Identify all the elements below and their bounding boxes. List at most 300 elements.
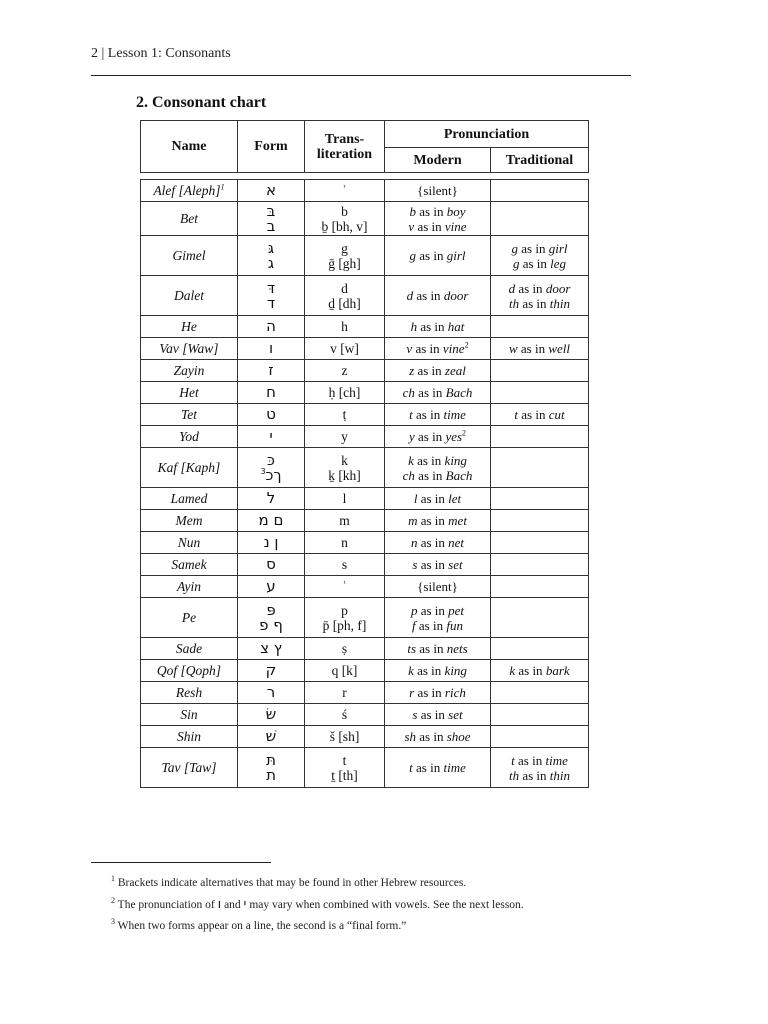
- pron-word: vine: [444, 218, 467, 234]
- transliteration: [305, 276, 385, 316]
- translit-line: d: [341, 280, 348, 296]
- pron-modern: [385, 338, 491, 360]
- pron-line: [387, 288, 488, 303]
- pron-text: as in: [417, 319, 448, 334]
- form-glyph: ן נ: [263, 533, 279, 551]
- pron-word: r: [409, 685, 415, 700]
- pron-line: [387, 385, 488, 400]
- pron-text: as in: [417, 535, 449, 550]
- letter-name: [141, 180, 238, 202]
- footnote-ref: 2: [464, 340, 469, 350]
- pron-traditional: [491, 554, 589, 576]
- footnote-ref: 2: [462, 428, 467, 438]
- footnote-text: When two forms appear on a line, the second is a “final form.”: [117, 920, 407, 932]
- pron-text: as in: [416, 729, 447, 744]
- pron-text: as in: [417, 602, 449, 618]
- translit-line: ḡ [gh]: [328, 255, 361, 271]
- pron-word: ch: [402, 467, 415, 483]
- pron-word: rich: [444, 685, 466, 700]
- header-rule: [91, 75, 631, 76]
- pron-traditional: [491, 404, 589, 426]
- letter-name: [141, 488, 238, 510]
- pron-line: [387, 513, 488, 528]
- pron-modern: [385, 660, 491, 682]
- form-glyph: ב: [266, 216, 276, 235]
- pron-text: as in: [416, 641, 447, 656]
- letter-form: [238, 360, 305, 382]
- pron-text: as in: [514, 752, 546, 768]
- pron-line: [387, 729, 488, 744]
- translit-line: v [w]: [330, 341, 359, 356]
- translit-line: ṣ: [341, 641, 348, 656]
- form-glyph: ה: [266, 317, 276, 335]
- pron-modern: [385, 488, 491, 510]
- transliteration: [305, 316, 385, 338]
- letter-name-text: Bet: [180, 211, 198, 226]
- form-glyph: ע: [266, 577, 276, 595]
- translit-line: n: [341, 535, 348, 550]
- letter-name-text: Lamed: [170, 491, 208, 506]
- pron-traditional: [491, 576, 589, 598]
- pron-modern: [385, 510, 491, 532]
- pron-text: as in: [417, 513, 449, 528]
- letter-form: [238, 532, 305, 554]
- table-row: [141, 748, 589, 788]
- col-header-traditional: Traditional: [491, 148, 589, 173]
- translit-line: l: [342, 491, 347, 506]
- transliteration: [305, 448, 385, 488]
- translit-line: š [sh]: [329, 729, 360, 744]
- transliteration: [305, 532, 385, 554]
- table-row: [141, 404, 589, 426]
- pron-line: [387, 618, 488, 633]
- table-row: [141, 448, 589, 488]
- pron-line: [387, 453, 488, 468]
- letter-form: [238, 726, 305, 748]
- form-glyph: ר: [266, 683, 276, 701]
- footnote-ref: 1: [220, 182, 225, 192]
- pron-traditional: [491, 276, 589, 316]
- pron-modern: [385, 748, 491, 788]
- transliteration: [305, 554, 385, 576]
- translit-line: ḏ [dh]: [328, 295, 361, 311]
- pron-word: pet: [448, 602, 465, 618]
- letter-name-text: Tet: [180, 407, 197, 422]
- pron-traditional: [491, 488, 589, 510]
- table-row: [141, 704, 589, 726]
- footnote-text: Brackets indicate alternatives that may be found in other Hebrew resources.: [117, 877, 467, 889]
- pron-text: as in: [414, 467, 446, 483]
- pron-traditional: [491, 180, 589, 202]
- pron-line: [387, 685, 488, 700]
- pron-line: [387, 429, 488, 444]
- letter-name: [141, 236, 238, 276]
- pron-modern: [385, 682, 491, 704]
- translit-line: b: [341, 203, 348, 219]
- pron-word: let: [448, 491, 462, 506]
- form-glyph: ס: [266, 555, 276, 573]
- footnote-ref: 3: [260, 466, 266, 476]
- form-glyph: גּ: [267, 238, 275, 257]
- letter-form: [238, 488, 305, 510]
- pron-line: [493, 241, 586, 256]
- letter-name-text: Sin: [180, 707, 198, 722]
- pron-line: [387, 363, 488, 378]
- letter-name: [141, 404, 238, 426]
- pron-word: door: [443, 288, 469, 303]
- letter-form: [238, 276, 305, 316]
- transliteration: [305, 660, 385, 682]
- letter-name-text: Zayin: [173, 363, 205, 378]
- pron-line: [493, 341, 586, 356]
- letter-form: [238, 660, 305, 682]
- letter-name-text: Het: [179, 385, 199, 400]
- pron-line: [387, 407, 488, 422]
- form-glyph: כּ: [267, 450, 275, 469]
- letter-name-text: Qof [Qoph]: [156, 663, 222, 678]
- pron-word: Bach: [445, 467, 473, 483]
- footnote-text: may vary when combined with vowels. See the next lesson.: [246, 899, 524, 911]
- pron-word: thin: [549, 767, 571, 783]
- col-header-form: Form: [238, 121, 305, 173]
- pron-text: as in: [412, 760, 444, 775]
- transliteration: [305, 360, 385, 382]
- pron-text: as in: [414, 685, 445, 700]
- pron-traditional: [491, 202, 589, 236]
- letter-name: [141, 748, 238, 788]
- form-glyph: דּ: [266, 278, 276, 297]
- footnote-text: י: [243, 897, 247, 912]
- translit-line: ḥ [ch]: [328, 385, 361, 400]
- pron-text: as in: [519, 255, 551, 271]
- table-row: [141, 236, 589, 276]
- page-header: 2 | Lesson 1: Consonants: [91, 46, 231, 61]
- translit-line: ʾ: [342, 183, 347, 198]
- pron-text: as in: [519, 295, 550, 311]
- table-row: [141, 488, 589, 510]
- letter-name: [141, 660, 238, 682]
- table-row: [141, 338, 589, 360]
- pron-word: vine: [442, 341, 465, 356]
- form-glyph: ו: [268, 339, 274, 357]
- table-row: [141, 726, 589, 748]
- form-glyph: ל: [266, 489, 276, 507]
- pron-line: [387, 557, 488, 572]
- pron-line: [387, 663, 488, 678]
- letter-name-text: Sade: [175, 641, 203, 656]
- letter-name-text: Gimel: [172, 248, 206, 263]
- transliteration: [305, 404, 385, 426]
- pron-word: g: [511, 240, 518, 256]
- transliteration: [305, 598, 385, 638]
- form-glyph: ח: [266, 383, 276, 401]
- letter-name-text: Shin: [176, 729, 201, 744]
- pron-traditional: [491, 598, 589, 638]
- pron-word: k: [408, 663, 414, 678]
- form-glyph: ף פ: [259, 615, 283, 634]
- footnote-number: 2: [111, 896, 115, 906]
- pron-word: v: [408, 218, 415, 234]
- transliteration: [305, 576, 385, 598]
- pron-modern: [385, 316, 491, 338]
- pron-word: set: [448, 557, 463, 572]
- letter-name-text: Dalet: [174, 288, 204, 303]
- pron-word: th: [508, 295, 520, 311]
- form-glyph: פּ: [266, 600, 276, 619]
- pron-word: k: [408, 452, 414, 468]
- col-header-name: Name: [141, 121, 238, 173]
- pron-text: as in: [517, 341, 549, 356]
- footnote-text: and: [221, 899, 244, 911]
- pron-line: [493, 407, 586, 422]
- pron-traditional: [491, 382, 589, 404]
- pron-line: [387, 248, 488, 263]
- pron-word: nets: [446, 641, 468, 656]
- table-row: [141, 576, 589, 598]
- letter-name-text: He: [181, 319, 197, 334]
- pron-text: as in: [415, 617, 447, 633]
- letter-form: [238, 236, 305, 276]
- pron-word: g: [512, 255, 520, 271]
- pron-word: girl: [548, 240, 568, 256]
- letter-form: [238, 576, 305, 598]
- table-row: [141, 382, 589, 404]
- pron-word: t: [514, 407, 519, 422]
- pron-word: fun: [446, 617, 463, 633]
- pron-word: b: [409, 203, 416, 219]
- translit-line: p̄ [ph, f]: [322, 617, 367, 633]
- pron-word: f: [412, 617, 416, 633]
- letter-name-text: Alef [Aleph]: [153, 183, 221, 198]
- transliteration: [305, 510, 385, 532]
- pron-word: Bach: [445, 385, 473, 400]
- table-row: [141, 554, 589, 576]
- translit-line: r: [342, 685, 347, 700]
- letter-name-text: Ayin: [177, 579, 201, 594]
- letter-name-text: Tav [Taw]: [161, 760, 217, 775]
- pron-modern: [385, 236, 491, 276]
- letter-form: [238, 316, 305, 338]
- pron-modern: [385, 276, 491, 316]
- footnote-text: ו: [217, 897, 222, 912]
- transliteration: [305, 748, 385, 788]
- pron-text: as in: [515, 280, 546, 296]
- form-glyph: ק: [265, 661, 277, 679]
- footnote-number: 3: [111, 917, 115, 927]
- form-glyph: תּ: [266, 750, 276, 769]
- pron-word: v: [406, 341, 413, 356]
- pron-line: [493, 768, 586, 783]
- pron-word: zeal: [444, 363, 466, 378]
- footnote: [111, 894, 524, 916]
- pron-word: thin: [549, 295, 571, 311]
- letter-name-text: Kaf [Kaph]: [157, 460, 221, 475]
- form-glyph: ם מ: [258, 511, 284, 529]
- table-row: [141, 426, 589, 448]
- letter-name-text: Mem: [175, 513, 203, 528]
- pron-line: [493, 281, 586, 296]
- letter-form: [238, 704, 305, 726]
- pron-line: [493, 256, 586, 271]
- letter-name: [141, 426, 238, 448]
- transliteration: [305, 338, 385, 360]
- letter-name: [141, 598, 238, 638]
- letter-name-text: Pe: [181, 610, 197, 625]
- pron-word: d: [508, 280, 516, 296]
- letter-name: [141, 202, 238, 236]
- letter-name: [141, 382, 238, 404]
- section-title: 2. Consonant chart: [136, 94, 267, 111]
- form-glyph: י: [269, 427, 273, 445]
- footnote-text: The pronunciation of: [117, 899, 218, 911]
- pron-word: time: [545, 752, 568, 768]
- pron-word: s: [412, 557, 418, 572]
- letter-name-text: Vav [Waw]: [159, 341, 219, 356]
- transliteration: [305, 202, 385, 236]
- pron-text: as in: [414, 385, 446, 400]
- letter-form: [238, 748, 305, 788]
- pron-word: s: [412, 707, 418, 722]
- translit-line: p: [341, 602, 348, 618]
- pron-modern: [385, 726, 491, 748]
- pron-text: {silent}: [417, 183, 458, 198]
- pron-word: yes: [445, 429, 463, 444]
- pron-line: [493, 663, 586, 678]
- pron-text: as in: [417, 707, 449, 722]
- translit-line: ś: [341, 707, 348, 722]
- letter-form: [238, 682, 305, 704]
- pron-text: as in: [414, 363, 445, 378]
- pron-line: [493, 753, 586, 768]
- pron-text: as in: [416, 248, 447, 263]
- pron-modern: [385, 382, 491, 404]
- pron-line: [387, 760, 488, 775]
- pron-modern: [385, 704, 491, 726]
- pron-line: [387, 219, 488, 234]
- transliteration: [305, 726, 385, 748]
- table-row: [141, 510, 589, 532]
- letter-name: [141, 554, 238, 576]
- pron-word: w: [508, 341, 518, 356]
- letter-form: [238, 426, 305, 448]
- letter-name: [141, 726, 238, 748]
- form-glyph: ז: [268, 361, 274, 379]
- form-glyph: ץ צ: [260, 639, 282, 657]
- pron-word: sh: [404, 729, 416, 744]
- letter-form: [238, 404, 305, 426]
- pron-word: n: [410, 535, 418, 550]
- translit-line: y: [341, 429, 348, 444]
- pron-traditional: [491, 682, 589, 704]
- pron-word: met: [448, 513, 467, 528]
- letter-form: [238, 382, 305, 404]
- pron-traditional: [491, 236, 589, 276]
- pron-word: girl: [446, 248, 466, 263]
- letter-form: [238, 638, 305, 660]
- pron-word: l: [413, 491, 418, 506]
- pron-text: as in: [413, 452, 445, 468]
- pron-modern: [385, 532, 491, 554]
- pron-modern: [385, 638, 491, 660]
- pron-word: leg: [550, 255, 567, 271]
- pron-modern: [385, 576, 491, 598]
- pron-text: as in: [515, 663, 546, 678]
- transliteration: [305, 236, 385, 276]
- letter-name: [141, 448, 238, 488]
- pron-traditional: [491, 426, 589, 448]
- pron-modern: [385, 598, 491, 638]
- pron-word: ts: [407, 641, 416, 656]
- pron-text: as in: [518, 407, 549, 422]
- pron-word: time: [443, 760, 466, 775]
- pron-word: door: [545, 280, 571, 296]
- col-header-transliteration: Trans- literation: [305, 121, 385, 173]
- letter-name: [141, 510, 238, 532]
- table-row: [141, 682, 589, 704]
- pron-text: as in: [414, 218, 445, 234]
- translit-line: ḵ [kh]: [328, 467, 361, 483]
- pron-text: as in: [417, 491, 449, 506]
- table-row: [141, 532, 589, 554]
- pron-text: as in: [412, 407, 444, 422]
- table-row: [141, 638, 589, 660]
- transliteration: [305, 488, 385, 510]
- pron-text: as in: [414, 429, 446, 444]
- letter-name-text: Samek: [171, 557, 207, 572]
- pron-text: as in: [519, 767, 550, 783]
- pron-word: p: [410, 602, 418, 618]
- pron-modern: [385, 554, 491, 576]
- pron-line: [387, 641, 488, 656]
- pron-modern: [385, 180, 491, 202]
- letter-form: [238, 338, 305, 360]
- translit-line: h: [341, 319, 348, 334]
- footnote-number: 1: [111, 874, 115, 884]
- pron-traditional: [491, 338, 589, 360]
- chart-body: [141, 173, 589, 788]
- letter-name: [141, 276, 238, 316]
- pron-text: as in: [412, 341, 443, 356]
- pron-word: well: [548, 341, 571, 356]
- letter-form: [238, 202, 305, 236]
- pron-traditional: [491, 638, 589, 660]
- pron-word: hat: [447, 319, 465, 334]
- table-row: [141, 598, 589, 638]
- translit-line: ʿ: [342, 579, 347, 594]
- translit-line: ṯ [th]: [331, 767, 358, 783]
- letter-name: [141, 704, 238, 726]
- pron-traditional: [491, 448, 589, 488]
- pron-word: th: [508, 767, 520, 783]
- pron-word: k: [509, 663, 516, 678]
- pron-line: [387, 579, 488, 594]
- transliteration: [305, 382, 385, 404]
- transliteration: [305, 426, 385, 448]
- translit-line: g: [341, 240, 348, 256]
- translit-line: m: [339, 513, 350, 528]
- pron-word: t: [511, 752, 515, 768]
- table-row: [141, 276, 589, 316]
- translit-line: k: [341, 452, 348, 468]
- letter-name: [141, 682, 238, 704]
- translit-line: q [k]: [331, 663, 358, 678]
- pron-word: t: [409, 760, 413, 775]
- pron-word: time: [443, 407, 466, 422]
- letter-name: [141, 576, 238, 598]
- pron-text: as in: [413, 663, 445, 678]
- form-glyph: ת: [266, 765, 276, 784]
- table-row: [141, 660, 589, 682]
